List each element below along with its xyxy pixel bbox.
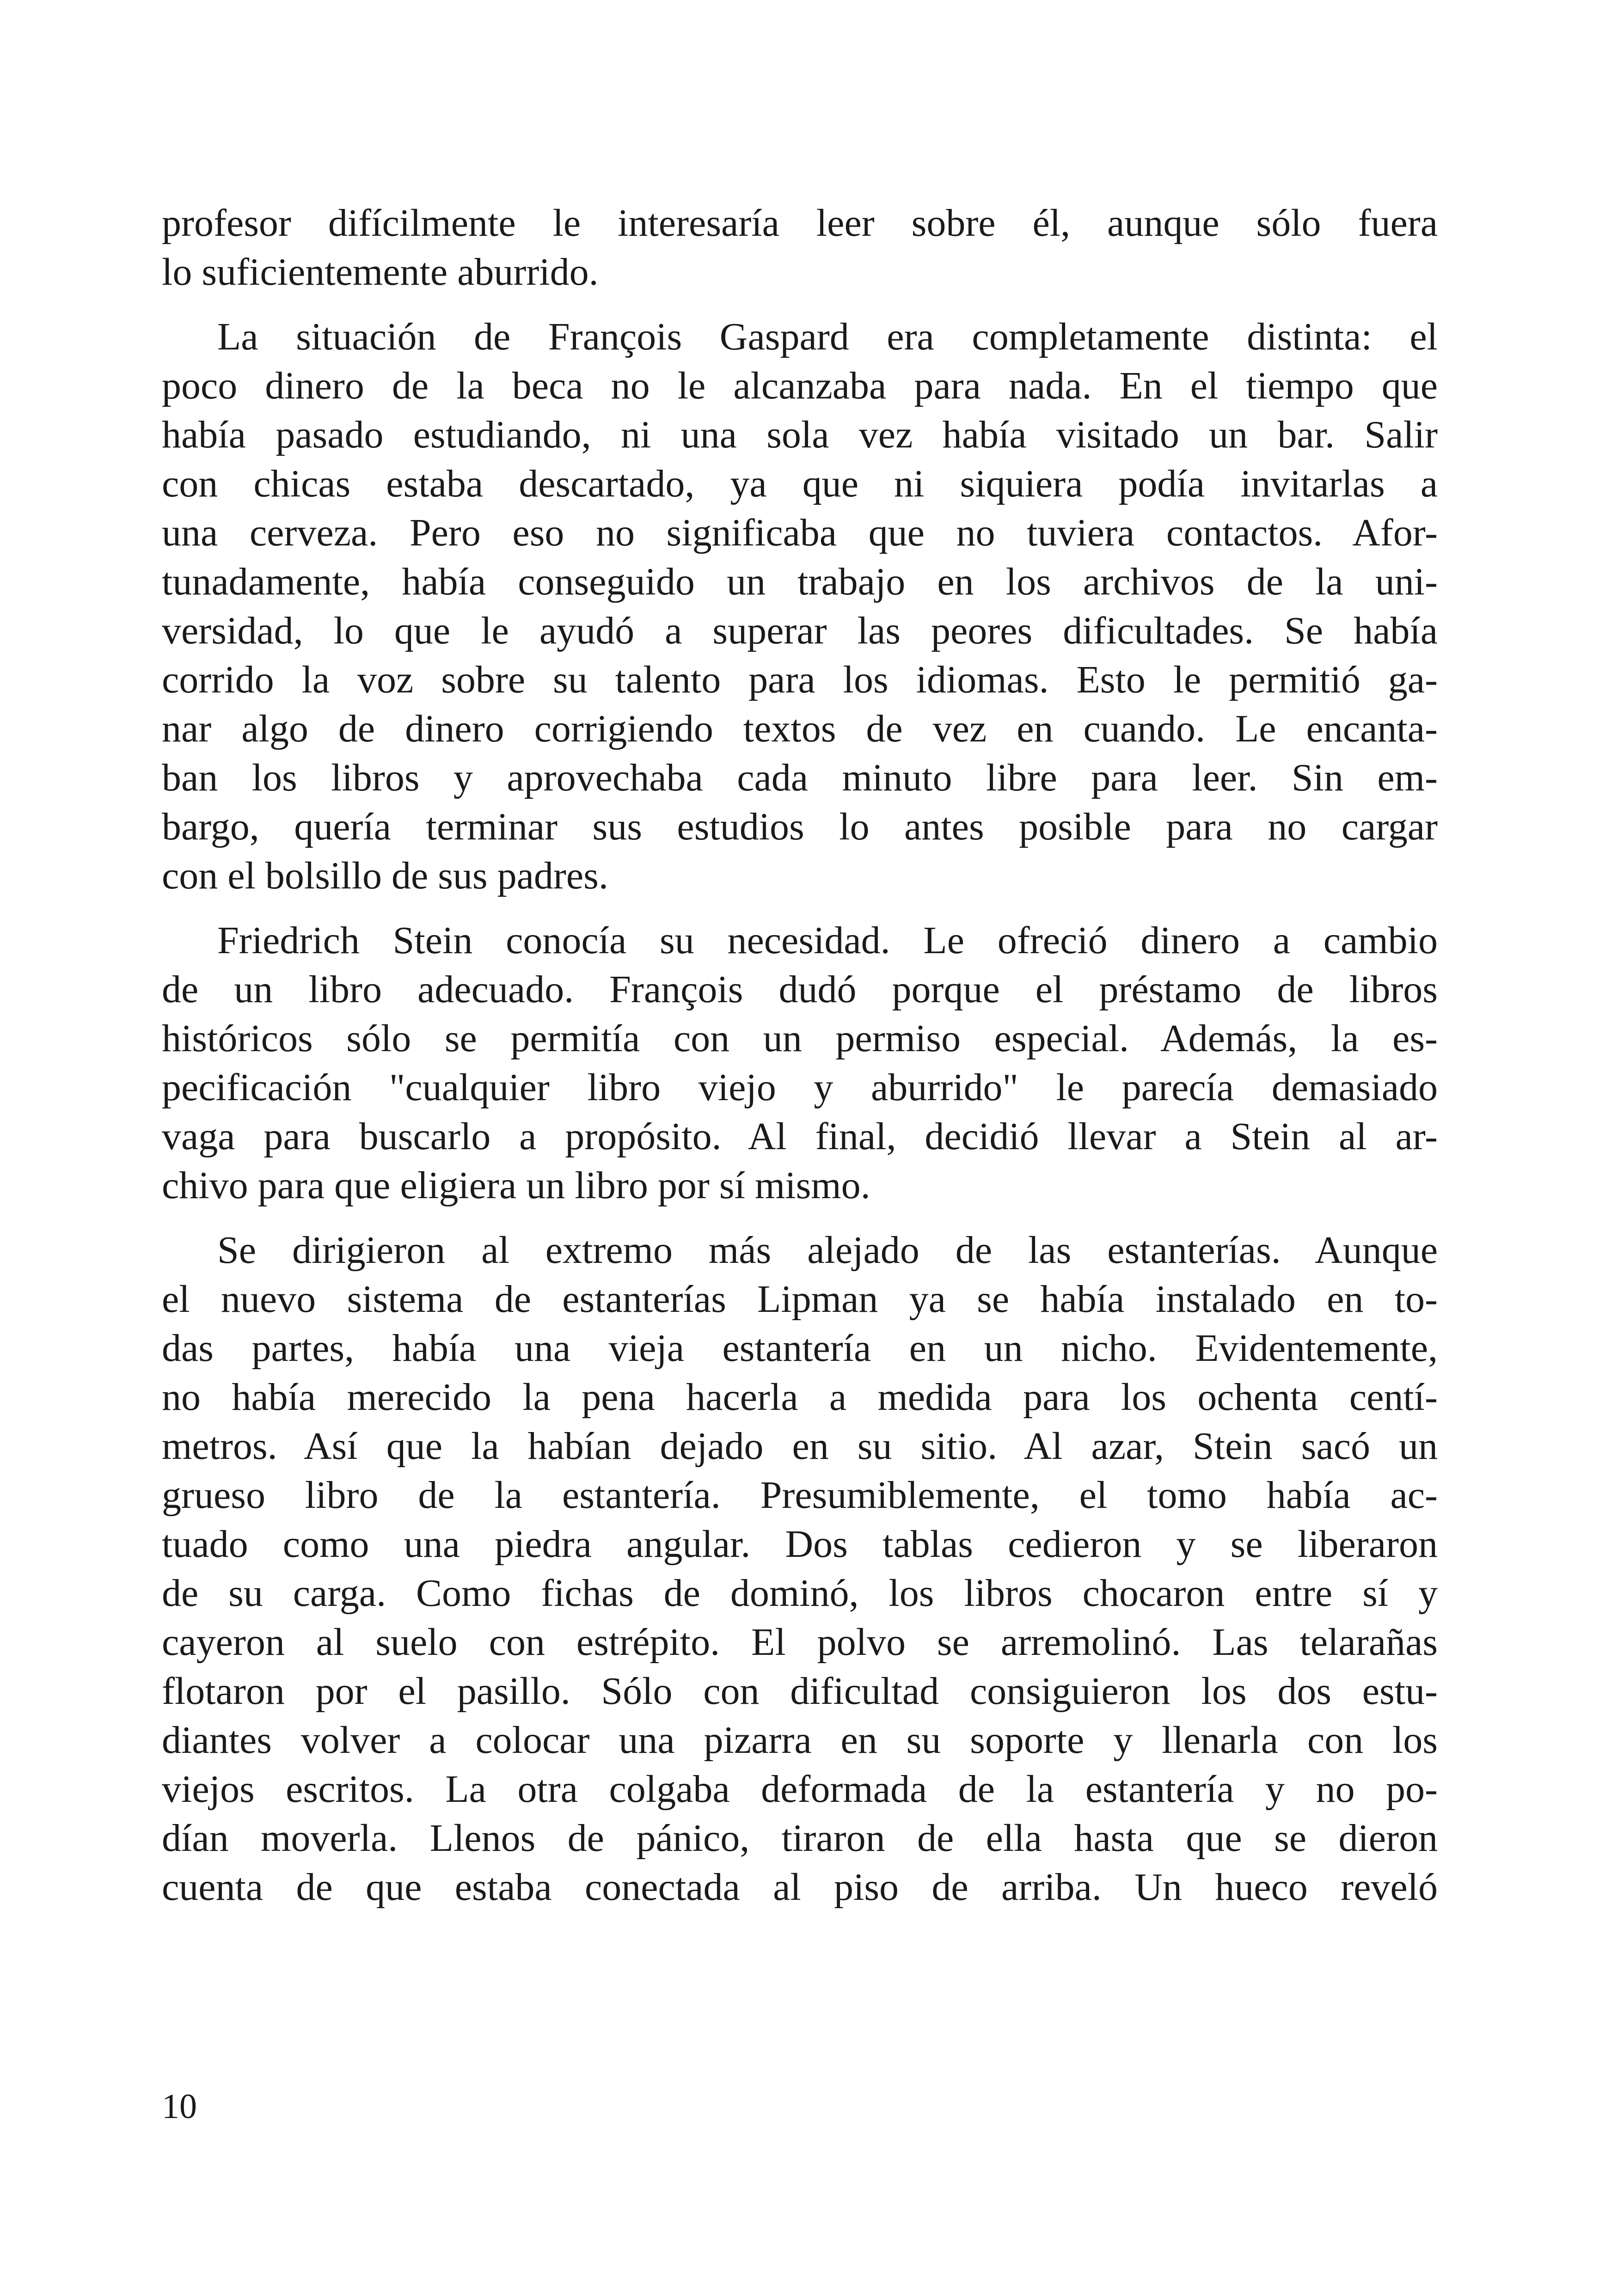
text-line: pecificación "cualquier libro viejo y aburrido" le parecía demasiado — [162, 1066, 1438, 1109]
text-line: poco dinero de la beca no le alcanzaba para nada. En el tiempo que — [162, 364, 1438, 407]
text-line: de su carga. Como fichas de dominó, los libros chocaron entre sí y — [162, 1572, 1438, 1615]
text-line: una cerveza. Pero eso no significaba que no tuviera contactos. Afor- — [162, 511, 1438, 554]
text-line: profesor difícilmente le interesaría leer sobre él, aunque sólo fuera — [162, 202, 1438, 245]
text-line: Friedrich Stein conocía su necesidad. Le ofreció dinero a cambio — [217, 919, 1438, 962]
text-line: tuado como una piedra angular. Dos tablas cedieron y se liberaron — [162, 1523, 1438, 1566]
text-line: había pasado estudiando, ni una sola vez había visitado un bar. Salir — [162, 413, 1438, 456]
text-line: cayeron al suelo con estrépito. El polvo se arremolinó. Las telarañas — [162, 1621, 1438, 1664]
text-line: das partes, había una vieja estantería en un nicho. Evidentemente, — [162, 1327, 1438, 1370]
text-line: vaga para buscarlo a propósito. Al final, decidió llevar a Stein al ar- — [162, 1115, 1438, 1158]
text-line: lo suficientemente aburrido. — [162, 251, 599, 294]
text-line: bargo, quería terminar sus estudios lo antes posible para no cargar — [162, 805, 1438, 848]
paragraph-1 — [162, 199, 1438, 297]
text-line: el nuevo sistema de estanterías Lipman ya se había instalado en to- — [162, 1278, 1438, 1321]
paragraph-2 — [162, 312, 1438, 900]
text-line: metros. Así que la habían dejado en su sitio. Al azar, Stein sacó un — [162, 1425, 1438, 1468]
text-line: históricos sólo se permitía con un permiso especial. Además, la es- — [162, 1017, 1438, 1060]
text-line: con chicas estaba descartado, ya que ni siquiera podía invitarlas a — [162, 462, 1438, 505]
text-line: no había merecido la pena hacerla a medida para los ochenta centí- — [162, 1376, 1438, 1419]
text-line: Se dirigieron al extremo más alejado de las estanterías. Aunque — [217, 1229, 1438, 1272]
text-line: grueso libro de la estantería. Presumiblemente, el tomo había ac- — [162, 1474, 1438, 1517]
page-number: 10 — [162, 2087, 197, 2126]
text-line: nar algo de dinero corrigiendo textos de vez en cuando. Le encanta- — [162, 707, 1438, 750]
text-line: flotaron por el pasillo. Sólo con dificultad consiguieron los dos estu- — [162, 1670, 1438, 1713]
text-line: chivo para que eligiera un libro por sí mismo. — [162, 1164, 870, 1207]
text-line: dían moverla. Llenos de pánico, tiraron de ella hasta que se dieron — [162, 1817, 1438, 1860]
text-line: ban los libros y aprovechaba cada minuto libre para leer. Sin em- — [162, 756, 1438, 799]
text-line: corrido la voz sobre su talento para los idiomas. Esto le permitió ga- — [162, 658, 1438, 701]
text-line: de un libro adecuado. François dudó porque el préstamo de libros — [162, 968, 1438, 1011]
text-line: La situación de François Gaspard era completamente distinta: el — [217, 315, 1438, 358]
paragraph-4 — [162, 1226, 1438, 1912]
paragraph-3 — [162, 916, 1438, 1210]
text-line: cuenta de que estaba conectada al piso de arriba. Un hueco reveló — [162, 1866, 1438, 1909]
body-text — [162, 199, 1438, 1926]
text-line: diantes volver a colocar una pizarra en su soporte y llenarla con los — [162, 1719, 1438, 1762]
text-line: tunadamente, había conseguido un trabajo en los archivos de la uni- — [162, 560, 1438, 603]
text-line: versidad, lo que le ayudó a superar las peores dificultades. Se había — [162, 609, 1438, 652]
text-line: con el bolsillo de sus padres. — [162, 854, 608, 897]
text-line: viejos escritos. La otra colgaba deformada de la estantería y no po- — [162, 1768, 1438, 1811]
